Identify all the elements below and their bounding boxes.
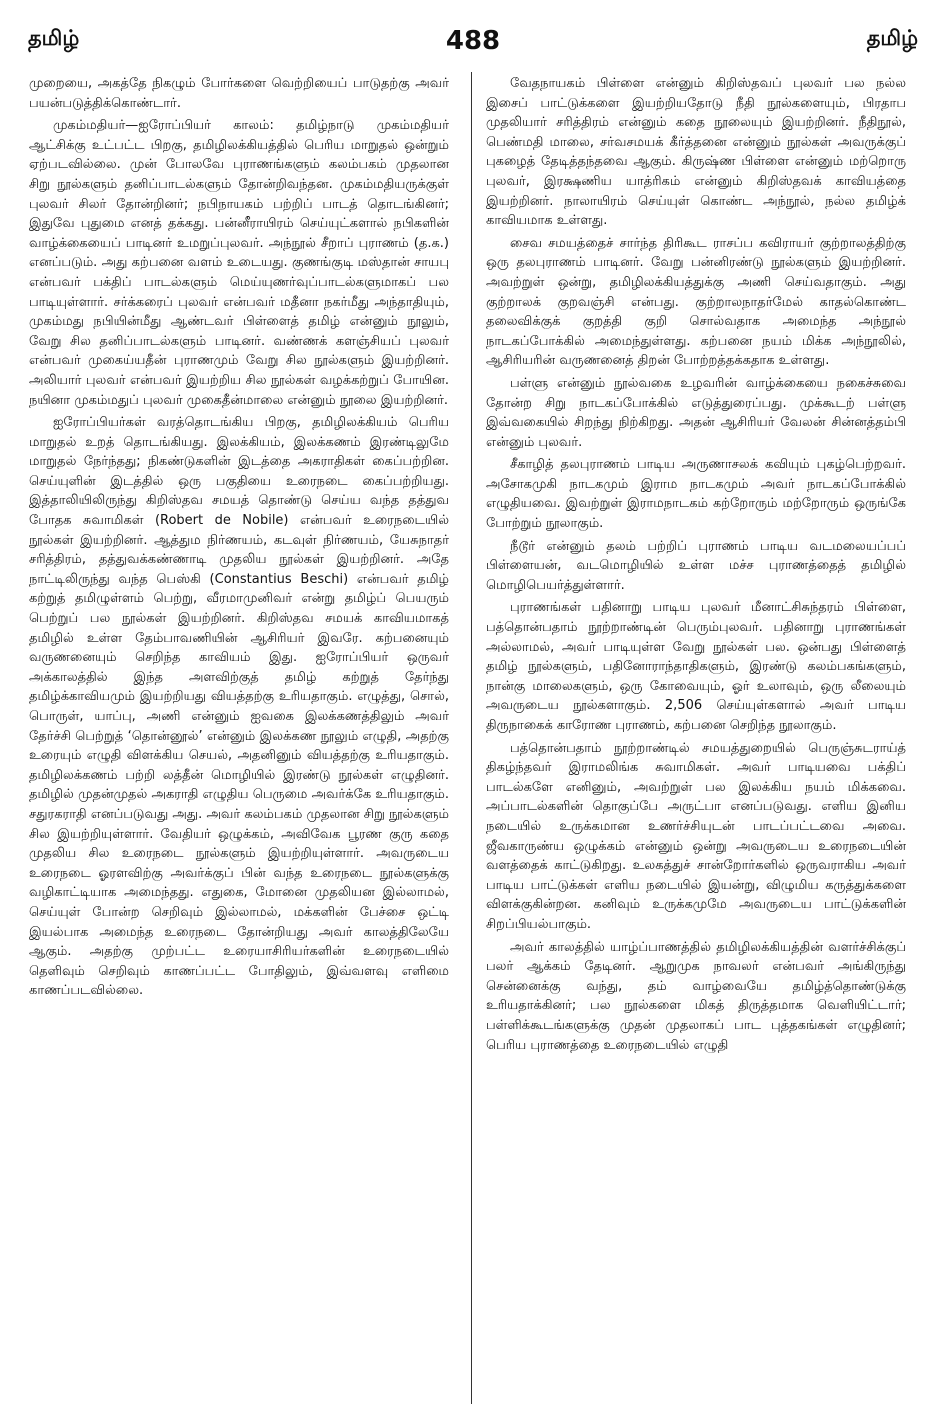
paragraph: முறையை, அகத்தே நிகழும் போர்களை வெற்றியைப் பாடுதற்கு அவர் பயன்படுத்திக்கொண்டார்.	[29, 76, 449, 111]
left-column	[29, 74, 449, 1404]
page-number: 488	[445, 26, 501, 56]
paragraph: ஐரோப்பியர்கள் வரத்தொடங்கிய பிறகு, தமிழிலக்கியம் பெரிய மாறுதல் உறத் தொடங்கியது. இலக்கியம், இலக்கணம் இரண்டிலுமே மாறுதல் நேர்ந்தது; நிகண்டுகளின் இடத்தை அகராதிகள் கைப்பற்றின. செய்யுளின் இடத்தில் ஒரு பகுதியை உரைநடை கைப்பற்றியது. இத்தாலியிலிருந்து கிறிஸ்தவ சமயத் தொண்டு செய்ய வந்த தத்துவ போதக சுவாமிகள் (Robert de Nobile) என்பவர் உரைநடையில் நூல்கள் இயற்றினர். ஆத்தும நிர்ணயம், கடவுள் நிர்ணயம், யேசுநாதர் சரித்திரம், தத்துவக்கண்ணாடி முதலிய நூல்கள் இயற்றினர். அதே நாட்டிலிருந்து வந்த பெஸ்கி (Constantius Beschi) என்பவர் தமிழ் கற்றுத் தமிழுள்ளம் பெற்று, வீரமாமுனிவர் என்று தமிழ்ப் பெயரும் பெற்றுப் பல நூல்கள் இயற்றினர். கிறிஸ்தவ சமயக் காவியமாகத் தமிழில் உள்ள தேம்பாவணியின் ஆசிரியர் இவரே. கற்பனையும் வருணனையும் செறிந்த காவியம் இது. ஐரோப்பியர் ஒருவர் அக்காலத்தில் இந்த அளவிற்குத் தமிழ் கற்றுத் தேர்ந்து தமிழ்க்காவியமும் இயற்றியது வியத்தற்கு உரியதாகும். எழுத்து, சொல், பொருள், யாப்பு, அணி என்னும் ஐவகை இலக்கணத்திலும் அவர் தேர்ச்சி பெற்றுத் ‘தொன்னூல்’ என்னும் இலக்கண நூலும் எழுதி, அதற்கு உரையும் எழுதி விளக்கிய செயல், அதனினும் வியத்தற்கு உரியதாகும். தமிழிலக்கணம் பற்றி லத்தீன் மொழியில் இரண்டு நூல்கள் எழுதினர். தமிழில் முதன்முதல் அகராதி எழுதிய பெருமை அவர்க்கே உரியதாகும். சதுரகராதி எனப்படுவது அது. அவர் கலம்பகம் முதலான சிறு நூல்களும் சில இயற்றியுள்ளார். வேதியர் ஒழுக்கம், அவிவேக பூரண குரு கதை முதலிய சில உரைநடை நூல்களும் இயற்றியுள்ளார். அவருடைய உரைநடை ஓரளவிற்கு அவர்க்குப் பின் வந்த உரைநடை நூல்களுக்கு வழிகாட்டியாக அமைந்தது. எதுகை, மோனை முதலியன இல்லாமல், செய்யுள் போன்ற செறிவும் இல்லாமல், மக்களின் பேச்சை ஒட்டி இயல்பாக அமைந்த உரைநடை தோன்றியது அவர் காலத்திலேயே ஆகும். அதற்கு முற்பட்ட உரையாசிரியர்களின் உரைநடையில் தெளிவும் செறிவும் காணப்பட்ட போதிலும், இவ்வளவு எளிமை காணப்படவில்லை.	[29, 415, 449, 999]
running-head-left: தமிழ்	[28, 26, 80, 50]
column-divider	[471, 72, 472, 1404]
paragraph: புராணங்கள் பதினாறு பாடிய புலவர் மீனாட்சிசுந்தரம் பிள்ளை, பத்தொன்பதாம் நூற்றாண்டின் பெரும்புலவர். பதினாறு புராணங்கள் அல்லாமல், அவர் பாடியுள்ள வேறு நூல்கள் பல. ஒன்பது பிள்ளைத் தமிழ் நூல்களும், பதினோராந்தாதிகளும், இரண்டு கலம்பகங்களும், நான்கு மாலைகளும், ஒரு கோவையும், ஓர் உலாவும், ஒரு லீலையும் அவருடைய நூல்களாகும். 2,506 செய்யுள்களால் அவர் பாடிய திருநாகைக் காரோண புராணம், கற்பனை செறிந்த நூலாகும்.	[486, 600, 906, 733]
paragraph: நீடூர் என்னும் தலம் பற்றிப் புராணம் பாடிய வடமலையப்பப் பிள்ளையன், வடமொழியில் உள்ள மச்ச புராணத்தைத் தமிழில் மொழிபெயர்த்துள்ளார்.	[486, 538, 906, 593]
paragraph: சைவ சமயத்தைச் சார்ந்த திரிகூட ராசப்ப கவிராயர் குற்றாலத்திற்கு ஒரு தலபுராணம் பாடினர். வேறு பன்னிரண்டு நூல்களும் இயற்றினர். அவற்றுள் ஒன்று, தமிழிலக்கியத்துக்கு அணி செய்வதாகும். அது குற்றாலக் குறவஞ்சி என்பது. குற்றாலநாதர்மேல் காதல்கொண்ட தலைவிக்குக் குறத்தி குறி சொல்வதாக அமைந்த அந்நூல் நாடகப்போக்கில் அமைந்துள்ளது. கற்பனை நயம் மிக்க அந்நூலில், ஆசிரியரின் வருணனைத் திறன் போற்றத்தக்கதாக உள்ளது.	[486, 235, 906, 369]
paragraph: பத்தொன்பதாம் நூற்றாண்டில் சமயத்துறையில் பெருஞ்சுடராய்த் திகழ்ந்தவர் இராமலிங்க சுவாமிகள். அவர் பாடியவை பக்திப் பாடல்களே எனினும், அவற்றுள் பல இலக்கிய நயம் மிக்கவை. அப்பாடல்களின் தொகுப்பே அருட்பா எனப்படுவது. எளிய இனிய நடையில் உருக்கமான உணர்ச்சியுடன் பாடப்பட்டவை அவை. ஜீவகாருண்ய ஒழுக்கம் என்னும் ஒன்று அவருடைய உரைநடையின் வளத்தைக் காட்டுகிறது. உலகத்துச் சான்றோர்களில் ஒருவராகிய அவர் பாடிய பாட்டுக்கள் எளிய நடையில் இயன்று, விழுமிய கருத்துக்களை விளக்குகின்றன. கனிவும் உருக்கமுமே அவருடைய பாட்டுக்களின் சிறப்பியல்பாகும்.	[486, 740, 906, 932]
paragraph: சீகாழித் தலபுராணம் பாடிய அருணாசலக் கவியும் புகழ்பெற்றவர். அசோகமுகி நாடகமும் இராம நாடகமும் அவர் நாடகப்போக்கில் எழுதியவை. இவற்றுள் இராமநாடகம் கற்றோரும் மற்றோரும் ஒருங்கே போற்றும் நூலாகும்.	[486, 457, 906, 532]
right-column	[486, 74, 906, 1404]
running-head-right: தமிழ்	[866, 26, 918, 50]
paragraph: முகம்மதியர்—ஐரோப்பியர் காலம்: தமிழ்நாடு முகம்மதியர் ஆட்சிக்கு உட்பட்ட பிறகு, தமிழிலக்கியத்தில் பெரிய மாறுதல் ஒன்றும் ஏற்படவில்லை. முன் போலவே புராணங்களும் கலம்பகம் முதலான சிறு நூல்களும் தனிப்பாடல்களும் தோன்றிவந்தன. முகம்மதியருக்குள் புலவர் சிலர் தோன்றினர்; நபிநாயகம் பற்றிப் பாடத் தொடங்கினர்; இதுவே புதுமை எனத் தக்கது. பன்னீராயிரம் செய்யுட்களால் நபிகளின் வாழ்க்கையைப் பாடினர் உமறுப்புலவர். அந்நூல் சீறாப் புராணம் (த.க.) எனப்படும். அது கற்பனை வளம் உடையது. குணங்குடி மஸ்தான் சாயபு என்பவர் பக்திப் பாடல்களும் மெய்யுணர்வுப்பாடல்களுமாகப் பல பாடியுள்ளார். சர்க்கரைப் புலவர் என்பவர் மதீனா நகர்மீது அந்தாதியும், முகம்மது நபியின்மீது ஆண்டவர் பிள்ளைத் தமிழ் என்னும் நூலும், வேறு சில தனிப்பாடல்களும் பாடினர். வண்ணக் களஞ்சியப் புலவர் என்பவர் முகைய்யதீன் புராணமும் வேறு சில நூல்களும் இயற்றினர். அலியார் புலவர் என்பவர் இயற்றிய சில நூல்கள் வழக்கற்றுப் போயின. நயினா முகம்மதுப் புலவர் முகைதீன்மாலை என்னும் நூலை இயற்றினர்.	[29, 118, 449, 408]
paragraph: அவர் காலத்தில் யாழ்ப்பாணத்தில் தமிழிலக்கியத்தின் வளர்ச்சிக்குப் பலர் ஆக்கம் தேடினர். ஆறுமுக நாவலர் என்பவர் அங்கிருந்து சென்னைக்கு வந்து, தம் வாழ்வையே தமிழ்த்தொண்டுக்கு உரியதாக்கினர்; பல நூல்களை மிகத் திருத்தமாக வெளியிட்டார்; பள்ளிக்கூடங்களுக்கு முதன் முதலாகப் பாட புத்தகங்கள் எழுதினர்; பெரிய புராணத்தை உரைநடையில் எழுதி	[486, 939, 906, 1053]
page-header	[28, 26, 918, 66]
paragraph: வேதநாயகம் பிள்ளை என்னும் கிறிஸ்தவப் புலவர் பல நல்ல இசைப் பாட்டுக்களை இயற்றியதோடு நீதி நூல்களையும், பிரதாப முதலியார் சரித்திரம் என்னும் கதை நூலையும் இயற்றினர். நீதிநூல், பெண்மதி மாலை, சர்வசமயக் கீர்த்தனை என்னும் நூல்கள் அவருக்குப் புகழைத் தேடித்தந்தவை ஆகும். கிருஷ்ண பிள்ளை என்னும் மற்றொரு புலவர், இரக்ஷணிய யாத்ரிகம் என்னும் கிறிஸ்தவக் காவியத்தை இயற்றினர். நாலாயிரம் செய்யுள் கொண்ட அந்நூல், நல்ல தமிழ்க் காவியமாக உள்ளது.	[486, 76, 906, 229]
paragraph: பள்ளு என்னும் நூல்வகை உழவரின் வாழ்க்கையை நகைச்சுவை தோன்ற சிறு நாடகப்போக்கில் எடுத்துரைப்பது. முக்கூடற் பள்ளு இவ்வகையில் சிறந்து நிற்கிறது. அதன் ஆசிரியர் வேலன் சின்னத்தம்பி என்னும் புலவர்.	[486, 375, 906, 450]
